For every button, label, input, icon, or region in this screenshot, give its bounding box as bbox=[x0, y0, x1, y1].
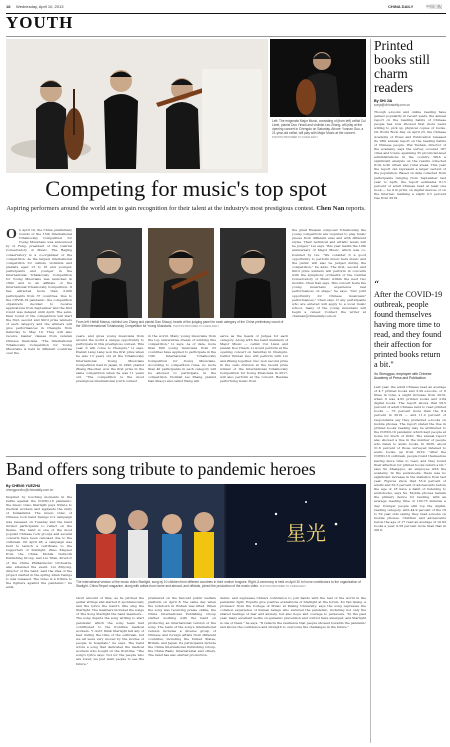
cellist-photo bbox=[270, 39, 366, 117]
sidebar-text-1: Though e-books and online reading have gained popularity in recent years, the annual report on the reading habits of Chinese people has now showed that more users willing to pick up physical copies of books. On World Book Day on April 23, the Chinese Academy of Press and Publication released its 18th annual report on the reading habits of Chinese people. Wei Yushan, director of the academy, says the survey covered 187 cities and towns, spanning 35 provincial-level administrations in the country. With a significant analysis on the results collected from both urban and rural areas. This year the report can represent a larger section of the population. Based on data collected from participants ranging from September last year to April, the report estimates 61.5 percent of adult Chinese read at least one book — be it in print, on digital devices or on the internet, marking a slight 0.5 percent rise from 2019. bbox=[374, 110, 446, 200]
judges-illustration bbox=[76, 228, 286, 318]
judges-photo bbox=[76, 228, 286, 318]
sidebar-headline: Printed books still charm readers bbox=[374, 39, 430, 95]
judges-photo-caption bbox=[76, 320, 286, 329]
lead-col4-text: serve as the heads of judges for each category. Along with the band members of Major Music — cellist Cui Liwei and pianist Dou Yinadi, Li would perform at the opening concert on Saturday in Chengdu. Cellist Yunnan Guo will perform with Liu and Zhang together. Guo won second prize in the cello division at the recent prize winner of the International Tchaikovsky Competition for Young Musicians in 2017, will also perform at the concert. Besides performing music from bbox=[220, 334, 288, 384]
deck-byline: Chen Nan bbox=[316, 205, 345, 212]
masthead: CHINA DAILY bbox=[388, 4, 414, 9]
sidebar bbox=[374, 39, 446, 743]
lead-col2-text: years, and gives young musicians from around the world a unique opportunity to participate in this prestigious contest. This year, it will come to Chengdu," Li says. Pianist Lang Lang won the first prize when he was 13 years old at the Tchaikovsky International Young Musicians Competition held in Japan, in 1995, pianist Zhang Haochen won the first prize in the same competition when he was 11 years old. "The competition is the most prestigious international youth contest bbox=[76, 334, 144, 384]
second-byline: By CHENG YUEZHU bbox=[6, 484, 41, 488]
cellist-illustration bbox=[270, 39, 366, 117]
musicians-illustration bbox=[6, 39, 268, 173]
lead-caption-text: Left: The enigmatic Major Music, consisting of (from left) cellist Cui Liwei, pianist Dou Yinadi and violinist Leo Zhang, will play at the opening concert in Chengdu on Saturday. Above: Yunnan Guo, a 21-year-old cellist, will play with Major Music at the concert. bbox=[272, 119, 366, 135]
starlight-caption bbox=[76, 580, 366, 589]
dropcap: O bbox=[6, 228, 17, 242]
second-byline-block bbox=[6, 484, 72, 492]
lead-column-5 bbox=[292, 228, 366, 453]
lead-column-1 bbox=[6, 228, 72, 453]
second-column-4 bbox=[220, 596, 366, 743]
second-col3-text: premiered on the Tencent public welfare platform on April 8, the same day when the lockdown in Wuhan was lifted. When the song was receiving praise online, the China International Publishing Group started working with the band on producing an international version of the song. The team of the song's international version includes a diverse group of Chinese and foreign artists from different countries, including the United States, Britain, and Japan. Its participants include the China International Publishing Group, the China Radio International and others. The band has also started production. bbox=[148, 596, 216, 658]
sidebar-byline-email: sonja@chinadaily.com.cn bbox=[374, 103, 410, 107]
second-column-2 bbox=[76, 596, 144, 743]
sidebar-byline: By SHI JIA bbox=[374, 99, 393, 103]
lead-column-4 bbox=[220, 334, 288, 453]
second-col2-text: short amount of time, as he pitched the guitar strings and started it spontaneously and the lyrics the band's title sing the Starlight. The members included the songs of The Song Starlight the band members... The song depicts the song writing to start pandemic which the song team had contributed to the frontline medical workers. "I don't think Starlight felt any of fear during the time of the outbreak, but we all were very moved by the stories of people in hospitals," he says. The band wrote a song that dedicated the medical workers who fought on the frontline. "The song's lyrics says: Not for the people who are loved, we just want people to see the future," bbox=[76, 596, 144, 666]
judges-caption-credit: PHOTOS PROVIDED TO CHINA DAILY bbox=[173, 325, 220, 328]
pull-quote-text: After the COVID-19 outbreak, people found themselves having more time to read, and they found their affection for printed books return a bit." bbox=[374, 290, 443, 369]
pull-quote-attribution: Xu Shengguo, employee with Chinese Academy of Press and Publication bbox=[374, 372, 432, 381]
second-headline: Band offers song tribute to pandemic heroes bbox=[6, 459, 316, 479]
starlight-caption-text: The international version of the music video Starlight, sung by 10 children from different countries in their mother tongues. Right: A ceremony is held on April 30 to honor contributors to the organization of Starlight. China Report magazine, along with artists from home and abroad, and officials, joined the production of the music video. bbox=[76, 580, 361, 588]
section-rule bbox=[6, 36, 446, 37]
lead-headline: Competing for music's top spot bbox=[45, 176, 327, 201]
second-byline-email: chengyuezhu@chinadaily.com.cn bbox=[6, 488, 54, 492]
deck-text: Aspiring performers around the world aim to gain recognition for their talent at the industry's most prestigious contest. bbox=[6, 205, 315, 212]
sidebar-text-2: Last year, the adult Chinese read an average of 4.7 printed books and 3.29 e-books, or 8 titles in total, a slight increase from 2019, when it was 4.65 printed books and 2.84 digital books. The report shows that 59.5 percent of adult Chinese tend to read printed books — 70 percent more than the 8.4 percent in 2019 — and 11.2 percent of respondents say they preferred e-books on mobile phones. The report stated the rise in printed books reading may be attributed to the COVID-19 pandemic which kept people at home for much of 2020. The annual report also showed a rise in the number of people who listen to audio books. In 2020, about 31.6 percent of those surveyed listened to audio books, up from 2019. "After the COVID-19 outbreak, people found themselves having more time to read, and they found their affection for printed books return a bit," says Xu Shengguo, an employee with the academy. In the audiobooks, there was no significant increase in the statistics from last year. Figures show that 55.9 percent of adults and 55.3 percent of adolescents before the age of 18 have a habit of listening to audiobooks, says Xu. Mobile phones remain the primary device for reading, with an average reading time of 100.75 minutes a day. Younger people still top the digital-reading category, with 44.9 percent of the 18 to 59 year olds saying they read e-books on mobile phones. Children and adolescents below the age of 17 read an average of 10.93 books a year, 0.58 percent more than that in 2019. bbox=[374, 384, 446, 533]
page-header bbox=[6, 4, 446, 12]
second-col1-text: Inspired by touching moments in the battle against the COVID-19 pandemic, the music video Starlight pays tribute to medical workers and applauds the unity of humankind. The music video of Chinese rock band Tenngs lo's campaign was released on Tuesday and the band invited participants to reflect on the theme. The band is one of the most popular Chinese rock groups and several concerts have been canceled due to the outbreak. On April 28, a campaign was held to launch a certificate to the supporters of Starlight. Zhao Xingwei from the China Mobile Network Publishing Group, and Liu Yifan, director of the China Philharmonic Orchestra, also attended the event. Liu Zhiyong, director of the band, said the idea of the project started in the spring when Tenngs lo was released. The video is a tribute to the fighters against the pandemic," he adds. bbox=[6, 495, 72, 590]
lead-column-2 bbox=[76, 334, 144, 453]
second-column-3 bbox=[148, 596, 216, 743]
pull-quote bbox=[374, 282, 446, 381]
starlight-title: 星光 bbox=[286, 521, 326, 545]
deck-byline-suffix: reports. bbox=[345, 205, 366, 212]
second-column-1 bbox=[6, 495, 72, 743]
lead-photo bbox=[6, 39, 268, 173]
lead-deck bbox=[6, 205, 366, 213]
judges-caption-text: From left: Heikki Mansa, violinist Leo Zhang and pianist Dan Shaoyi, heads of the judging panel for each category of the China preliminary round of the 15th International Tchaikovsky Competition for Young Musicians. bbox=[76, 320, 284, 328]
lead-photo-credit: PHOTOS PROVIDED TO CHINA DAILY bbox=[272, 136, 319, 139]
sidebar-divider bbox=[370, 39, 371, 743]
lead-col1-text: n April 19, the China preliminary rounds of the 15th International Tchaikovsky Competition for Young Musicians was announced by Li Feng, president of the Central Conservatory of Music. The Beijing conservatory is a co-organizer of the competition. As the largest international competition for cellists, violinists and pianists aged 13 to 16 and younger, participants and younger in the International Tchaikovsky Competition for Young Musicians was launched in 1992 and is an affiliate of the International Tchaikovsky Competition. It has attracted more than 2,000 participants from 37 countries. Due to the COVID-19 pandemic, the competition organizers decided to receive applications from September and the first round was delayed until April. The semi-final round of the competition will start the first, second and third prize winners of each category and the winners will give performances in Chengdu from Saturday to May 19. They will also receive master classes from veteran Chinese musicians. "The International Tchaikovsky Competition for Young Musicians is held in different countries over the bbox=[6, 228, 72, 355]
quote-mark-icon: “ bbox=[374, 280, 380, 291]
second-col4-text: demic, and expresses China's confidence to join hands with the rest of the world in the pandemic fight. Experts give positive evaluations of Starlight at the forum. Xu Yan Qiang, a professor from the College of Music at Peking University, says the song expresses the common experience of human beings who endured the pandemic, including not only the shared feelings of fear and anxiety, but also hope and courage to persevere. "In the past year, many excellent works on epidemic prevention and control have emerged, and Starlight is one of them," he says. "It reflects the resilience that people showed towards the pandemic and shows the confidence and strength to overcome the challenges in the future." bbox=[220, 596, 366, 629]
section-title: YOUTH bbox=[6, 13, 74, 32]
lead-col3-text: in the world. Many young musicians from the top universities dream of winning this competition," Li says. As of date, more than 800 young musicians from 23 countries have applied to participate in the 15th International Tchaikovsky Competition for Young Musicians. According to competition rules, no more than 40 participants in each category will be allowed to participate in the competition. Violinist Leo Zhang, pianist Dan Shaoyi and cellist Wang will bbox=[148, 334, 216, 384]
page-number: 18 bbox=[6, 4, 11, 9]
story-divider bbox=[6, 456, 366, 457]
masthead-cn: 中国日报 bbox=[426, 4, 442, 9]
lead-column-3 bbox=[148, 334, 216, 453]
issue-date: Wednesday, April 10, 2013 bbox=[16, 4, 64, 9]
lead-photo-caption bbox=[272, 119, 366, 140]
starlight-illustration bbox=[76, 484, 366, 578]
starlight-photo bbox=[76, 484, 366, 578]
lead-col5-text: the great Russian composer Tchaikovsky, the young competitors are required to play music pieces from different eras and with different styles. Their technical and artistic levels will be judged," Liu says. This year marks the 10th anniversary of Major Music, which was co-founded by Liu. "We consider it a good opportunity to perform music here music and the public will also be judged during the competition," he adds. The first, second and third prize winners will perform in concerts with the symphony orchestra of the Central Conservatory of Music within the next two months. Chen Nan says. This concert hosts the young musicians experience real performances on stage," he says. "Our joint opportunity for Chinese musicians" performances," Chen says. If any participants who are entered will apply to a local music school, many of the young musicians will begin a career. Contact the writer at chennan@chinadaily.com.cn bbox=[292, 228, 366, 318]
starlight-caption-credit: PHOTOS PROVIDED TO CHINA DAILY bbox=[259, 585, 306, 588]
